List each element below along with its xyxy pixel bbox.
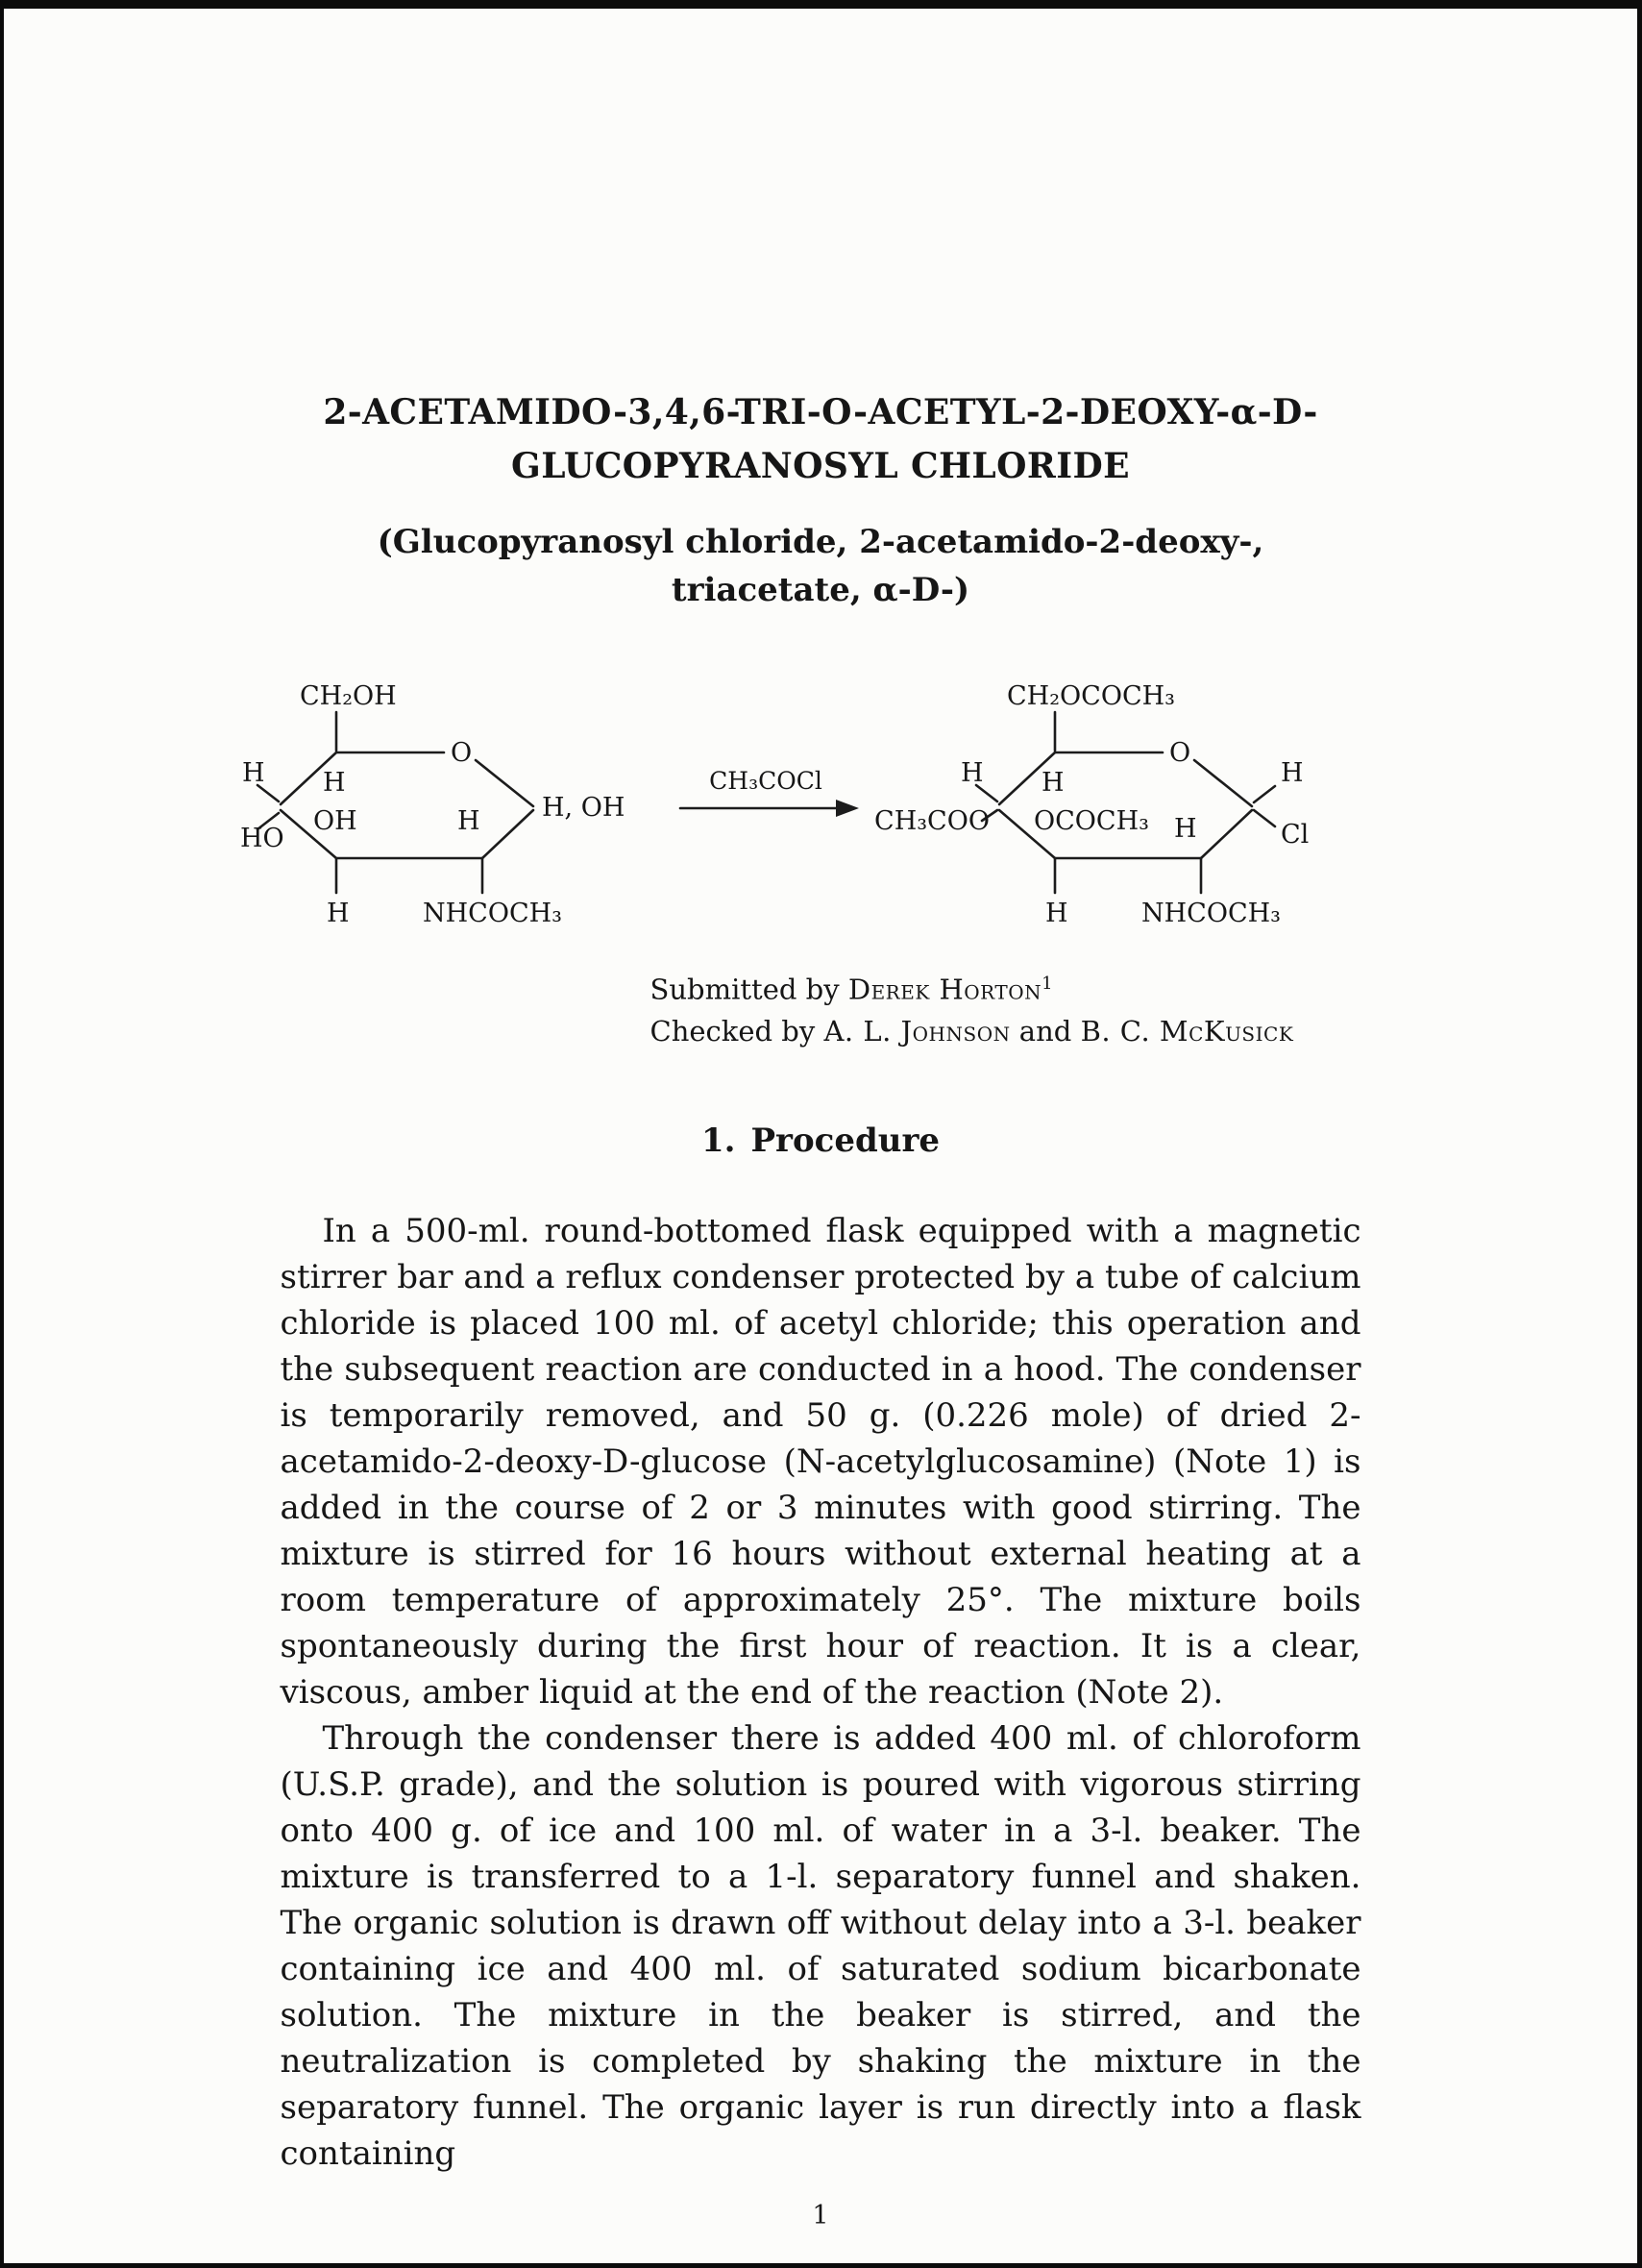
reagent-label: CH₃COCl [708,767,822,795]
product-h-c3-label: H [1173,814,1197,844]
checked-name-1: A. L. Johnson [823,1014,1011,1048]
product-oac-c4-label: OCOCH₃ [1033,806,1149,836]
reactant-ring-o-label: O [450,738,472,768]
product-h-bottom-label: H [1044,899,1068,928]
product-h-c5-label: H [1041,768,1065,798]
product-cl-label: Cl [1280,820,1309,850]
procedure-paragraph-2: Through the condenser there is added 400 ml. of chloroform (U.S.P. grade), and the solution is poured with vigorous stirring onto 400 g. of ice and 100 ml. of water in a 3-l. beaker. The mixture is transferred to a 1-l. separatory funnel and shaken. The organic solution is drawn off without delay into a 3-l. beaker containing ice and 400 ml. of saturated sodium bicarbonate solution. The mixture in the beaker is stirred, and the neutralization is completed by shaking the mixture in the separatory funnel. The organic layer is run directly into a flask containing [280,1718,1361,2173]
reactant-h-c5-label: H [322,768,346,798]
arrow-head-icon [836,800,859,817]
subtitle-line1: (Glucopyranosyl chloride, 2-acetamido-2-deoxy-, [377,523,1264,561]
reactant-h-c3-label: H [456,806,480,836]
reactant-ch2oh-label: CH₂OH [299,681,397,711]
title-line2: GLUCOPYRANOSYL CHLORIDE [511,446,1130,486]
product-ring-bonds [976,712,1275,893]
reactant-nhac-label: NHCOCH₃ [422,899,562,928]
checked-prefix: Checked by [649,1014,824,1048]
product-h-left-label: H [960,758,984,788]
title-line1: 2-ACETAMIDO-3,4,6-TRI-O-ACETYL-2-DEOXY-α-D- [323,392,1318,432]
reactant-h-left-label: H [241,758,265,788]
reactant-structure [240,664,673,938]
product-ring-o-label: O [1168,738,1190,768]
procedure-paragraph-1: In a 500-ml. round-bottomed flask equipped with a magnetic stirrer bar and a reflux condenser protected by a tube of calcium chloride is placed 100 ml. of acetyl chloride; this operation and the subsequent reaction are conducted in a hood. The condenser is temporarily removed, and 50 g. (0.226 mole) of dried 2-acetamido-2-deoxy-D-glucose (N-acetylglucosamine) (Note 1) is added in the course of 2 or 3 minutes with good stirring. The mixture is stirred for 16 hours without external heating at a room temperature of approximately 25°. The mixture boils spontaneously during the first hour of reaction. It is a clear, viscous, amber liquid at the end of the reaction (Note 2). [280,1211,1361,1712]
product-structure [865,664,1403,938]
reactant-anomeric-label: H, OH [541,793,625,823]
credits-block [650,963,1361,1052]
product-nhac-label: NHCOCH₃ [1140,899,1281,928]
product-ch2oac-label: CH₂OCOCH₃ [1006,681,1175,711]
submitted-footnote-ref: 1 [1042,974,1053,994]
checked-line [650,1011,1361,1052]
product-h-right-label: H [1280,758,1304,788]
product-oac-left-label: CH₃COO [873,806,990,836]
reactant-ho-left-label: HO [239,824,284,853]
reactant-oh-c4-label: OH [312,806,357,836]
page-number: 1 [812,2201,829,2231]
section-title: Procedure [750,1121,941,1160]
reactant-h-bottom-label: H [326,899,350,928]
checked-name-2: B. C. McKusick [1080,1014,1294,1048]
checked-conjunction: and [1010,1014,1081,1048]
submitted-line [650,963,1361,1011]
page-title [281,385,1361,493]
section-number: 1. [700,1121,736,1160]
page-content [239,9,1361,2177]
reaction-arrow [673,664,865,938]
reaction-scheme [240,664,1403,938]
reactant-ring-bonds [257,712,533,893]
subtitle-line2: triacetate, α-D-) [671,571,970,609]
compound-subtitle [281,518,1361,614]
submitted-prefix: Submitted by [649,973,848,1006]
section-heading [281,1122,1361,1160]
submitted-name: Derek Horton [847,973,1042,1006]
